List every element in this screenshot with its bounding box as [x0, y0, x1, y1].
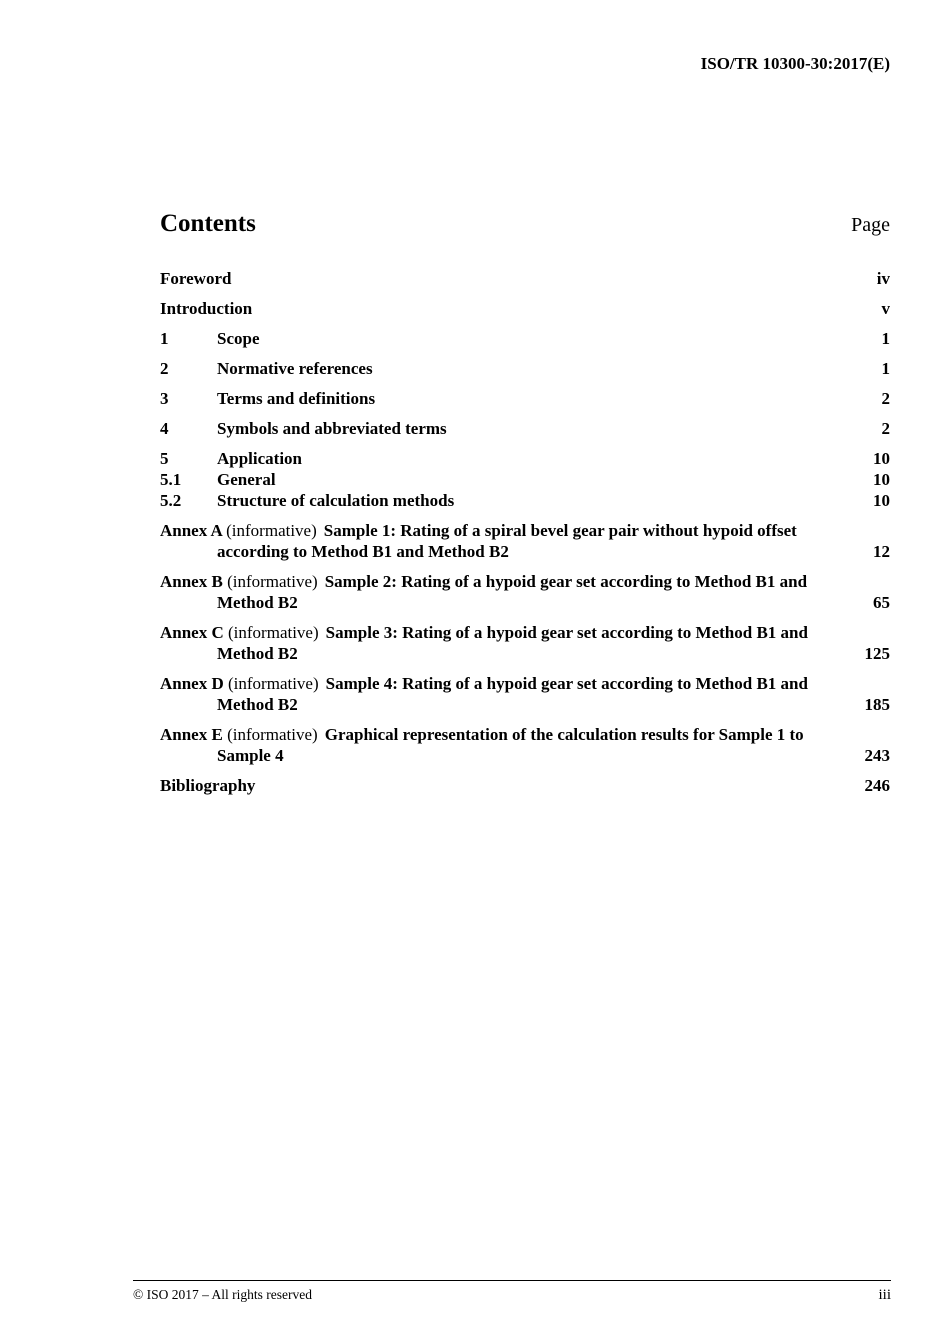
toc-list [160, 268, 890, 796]
page-number: 2 [881, 419, 890, 438]
toc-entry-introduction [160, 298, 890, 319]
toc-page-column-label: Page [851, 214, 890, 236]
entry-title: Application [217, 449, 303, 468]
entry-title: Scope [217, 329, 260, 348]
page-footer [133, 1280, 891, 1304]
entry-title: General [217, 470, 276, 489]
toc-title: Contents [160, 210, 256, 237]
page-number: v [881, 299, 890, 318]
entry-title: Bibliography [160, 776, 256, 795]
toc-entry-annex-e [160, 724, 890, 766]
annex-text [160, 520, 828, 562]
page-number: 1 [881, 329, 890, 348]
page-number: 2 [881, 389, 890, 408]
annex-kind: (informative) [227, 725, 318, 744]
toc-entry-application [160, 448, 890, 469]
annex-text [160, 571, 828, 613]
page-number: 65 [873, 593, 890, 612]
toc-entry-scope [160, 328, 890, 349]
toc-entry-annex-b [160, 571, 890, 613]
toc-entry-general [160, 469, 890, 490]
entry-title: Normative references [217, 359, 373, 378]
page-number: 185 [864, 695, 890, 714]
page-number: 10 [873, 470, 890, 489]
folio-page-number: iii [878, 1287, 891, 1303]
toc-entry-annex-a [160, 520, 890, 562]
toc-entry-normative-references [160, 358, 890, 379]
toc-entry-annex-c [160, 622, 890, 664]
entry-title: Terms and definitions [217, 389, 376, 408]
annex-text [160, 622, 828, 664]
page-number: 246 [864, 776, 890, 795]
clause-number: 2 [160, 359, 169, 378]
annex-text [160, 673, 828, 715]
annex-label: Annex C [160, 623, 224, 642]
clause-number: 4 [160, 419, 169, 438]
annex-kind: (informative) [228, 674, 319, 693]
toc-entry-foreword [160, 268, 890, 289]
entry-title: Graphical representation of the calculation results for Sample 1 to Sample 4 [217, 725, 804, 765]
page-number: 12 [873, 542, 890, 561]
entry-title: Foreword [160, 269, 232, 288]
entry-title: Symbols and abbreviated terms [217, 419, 447, 438]
page-number: 10 [873, 491, 890, 510]
copyright-notice: © ISO 2017 – All rights reserved [133, 1287, 312, 1302]
page-number: 125 [864, 644, 890, 663]
page-number: iv [876, 269, 890, 288]
entry-title: Sample 4: Rating of a hypoid gear set according to Method B1 and Method B2 [217, 674, 808, 714]
entry-title: Sample 3: Rating of a hypoid gear set according to Method B1 and Method B2 [217, 623, 808, 663]
annex-label: Annex D [160, 674, 224, 693]
toc-entry-symbols-and-abbreviated-terms [160, 418, 890, 439]
toc-entry-structure-of-calculation-methods [160, 490, 890, 511]
table-of-contents [160, 210, 890, 796]
page-number: 243 [864, 746, 890, 765]
page-number: 1 [881, 359, 890, 378]
entry-title: Structure of calculation methods [217, 491, 455, 510]
annex-kind: (informative) [226, 521, 317, 540]
clause-number: 5.2 [160, 491, 182, 510]
annex-kind: (informative) [227, 572, 318, 591]
entry-title: Introduction [160, 299, 253, 318]
entry-title: Sample 2: Rating of a hypoid gear set according to Method B1 and Method B2 [217, 572, 808, 612]
document-reference: ISO/TR 10300-30:2017(E) [700, 54, 890, 73]
clause-number: 5 [160, 449, 169, 468]
toc-header [160, 210, 890, 238]
annex-label: Annex A [160, 521, 222, 540]
clause-number: 1 [160, 329, 169, 348]
toc-entry-annex-d [160, 673, 890, 715]
entry-title: Sample 1: Rating of a spiral bevel gear pair without hypoid offset according to Method B1 and Method B2 [217, 521, 797, 561]
clause-number: 3 [160, 389, 169, 408]
page-number: 10 [873, 449, 890, 468]
annex-text [160, 724, 828, 766]
clause-number: 5.1 [160, 470, 182, 489]
toc-entry-bibliography [160, 775, 890, 796]
annex-label: Annex E [160, 725, 223, 744]
annex-kind: (informative) [228, 623, 319, 642]
annex-label: Annex B [160, 572, 223, 591]
toc-entry-terms-and-definitions [160, 388, 890, 409]
